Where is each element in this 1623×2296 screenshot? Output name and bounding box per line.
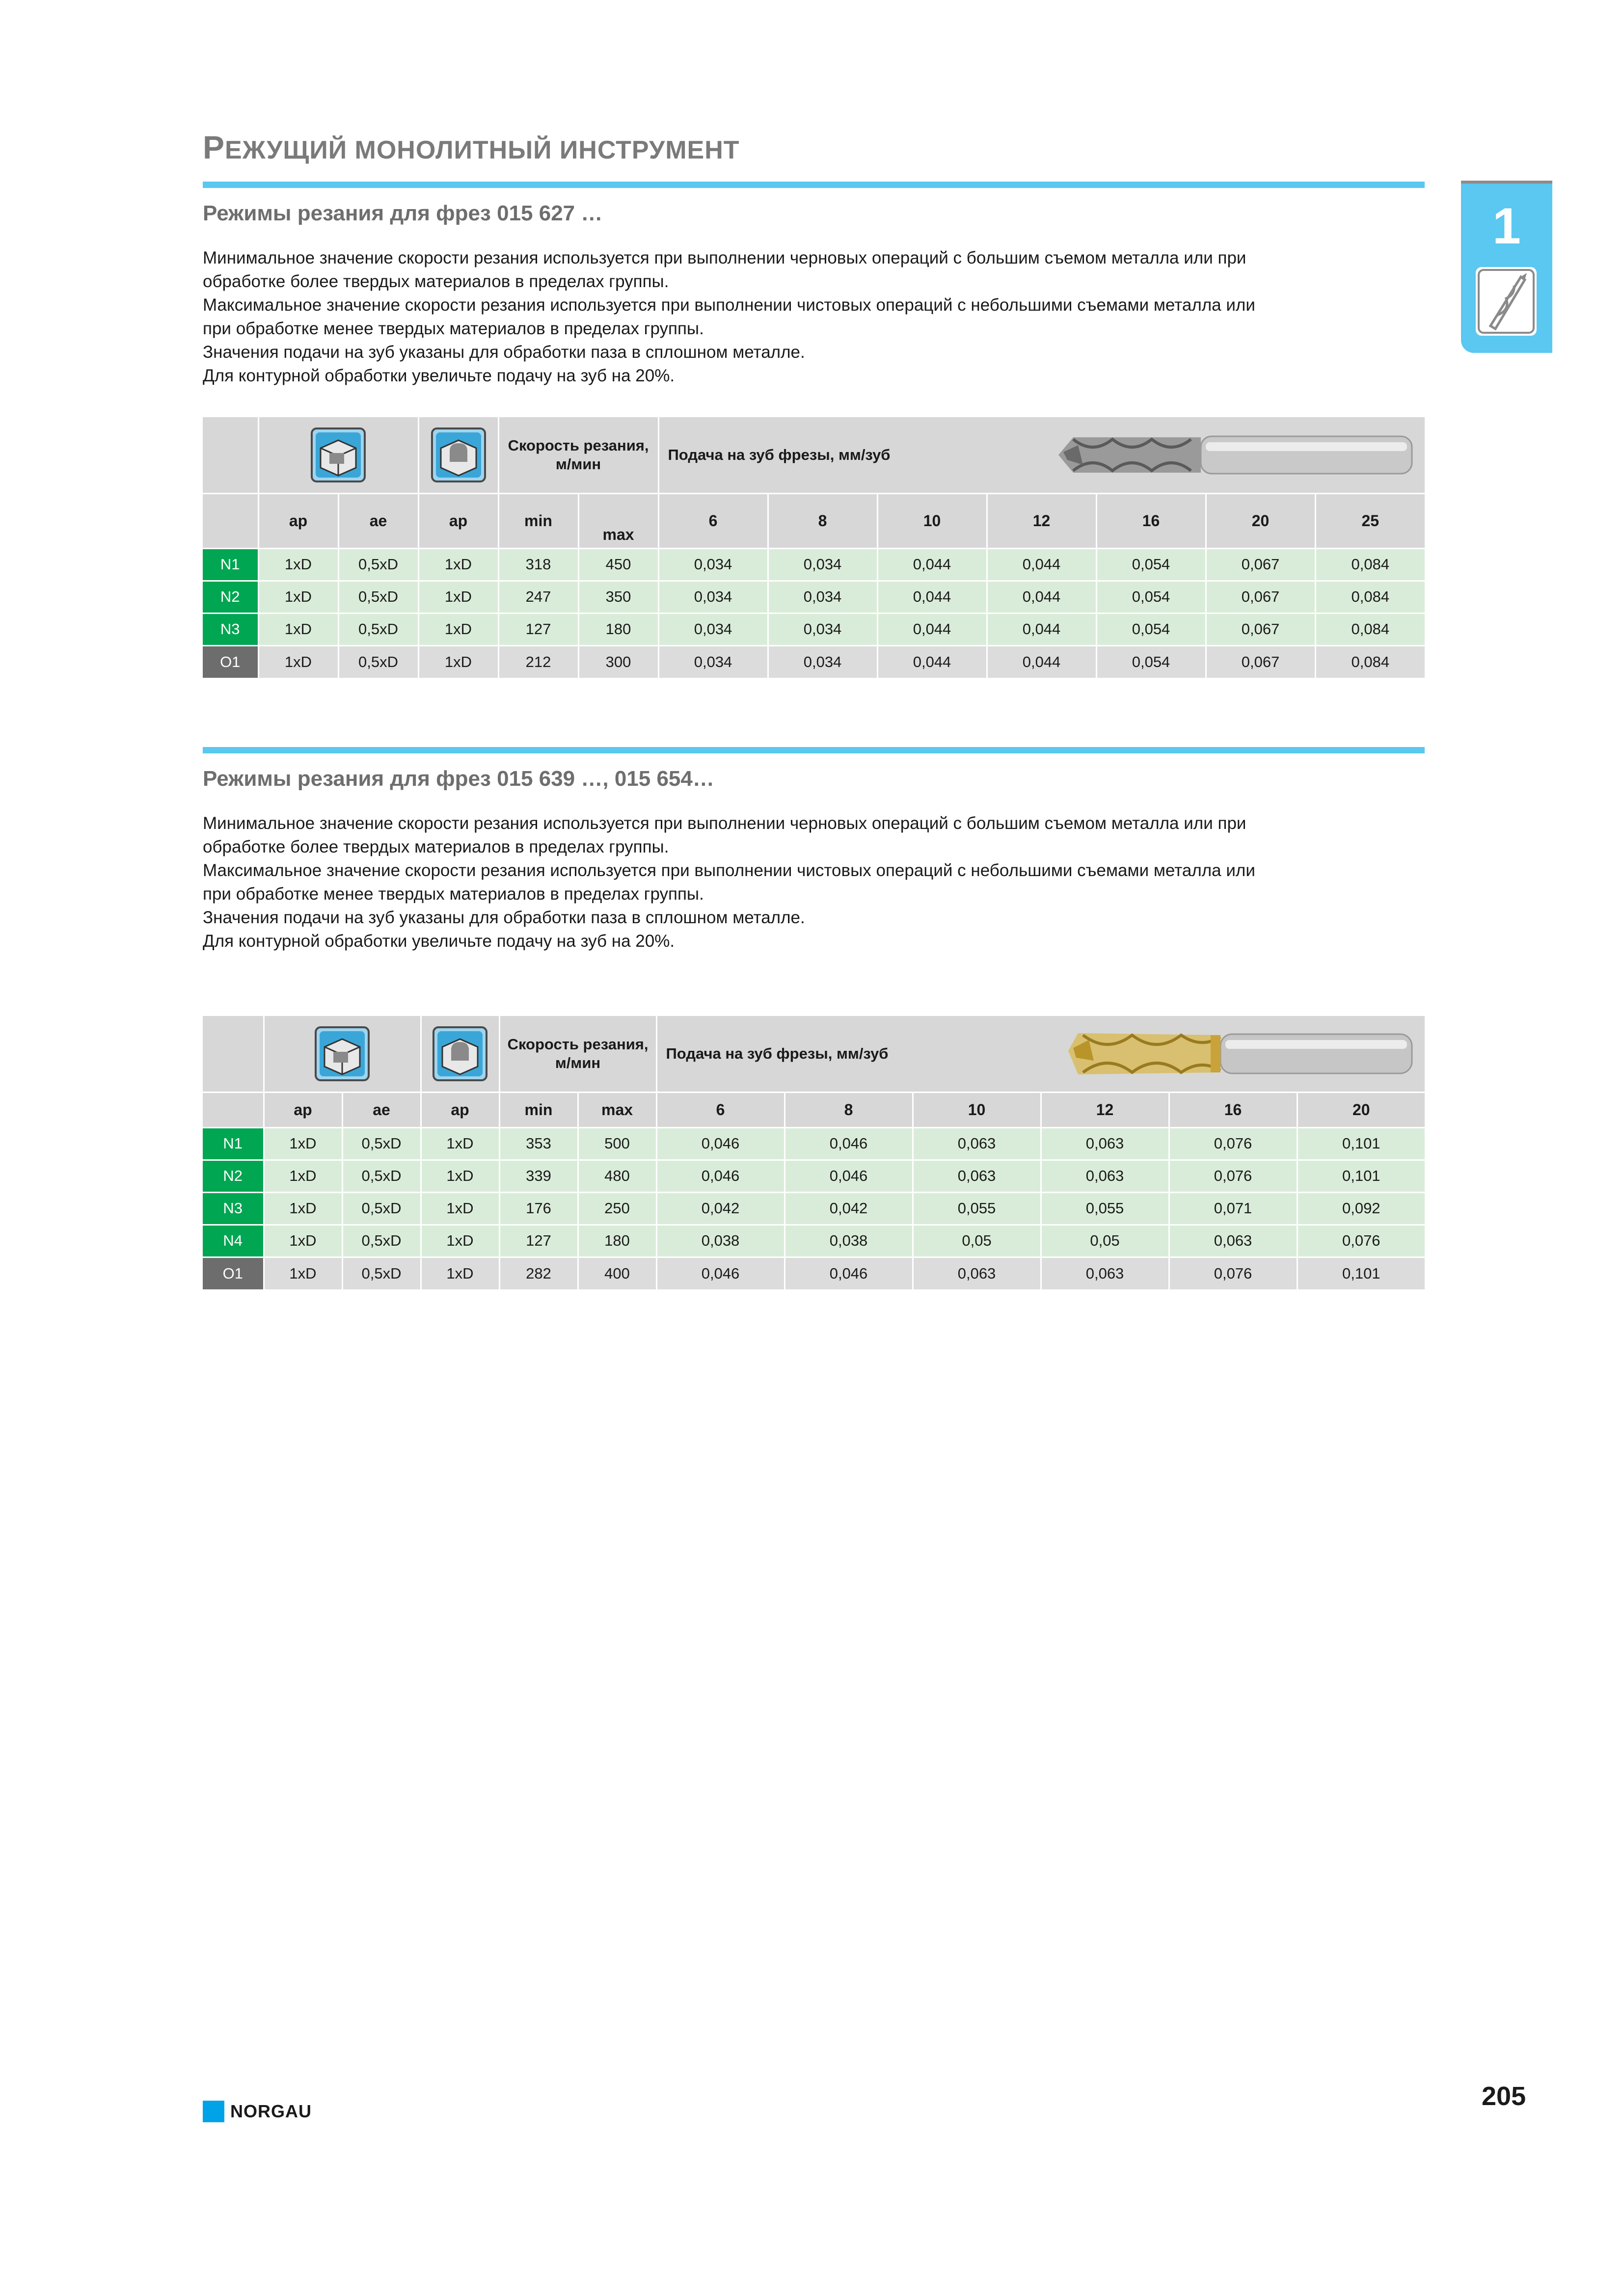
column-header: 16 [1169,1092,1297,1127]
speed-header: Скорость резания, м/мин [498,417,658,493]
cell: 0,076 [1169,1257,1297,1289]
desc-line: Для контурной обработки увеличьте подачу на зуб на 20%. [203,366,675,385]
cell: 0,044 [987,548,1096,581]
cell: 0,092 [1297,1192,1425,1225]
cell: 0,5xD [342,1192,421,1225]
cell: 1xD [421,1225,499,1257]
cell: 0,5xD [342,1225,421,1257]
speed-header: Скорость резания, м/мин [499,1016,656,1092]
cell: 0,046 [656,1257,784,1289]
cell: 0,084 [1315,645,1425,678]
cell: 0,034 [658,548,768,581]
cell: 0,044 [877,581,987,613]
cell: 0,067 [1206,548,1315,581]
column-header: max [578,1092,656,1127]
material-group: N1 [203,1127,264,1160]
cell: 0,063 [1041,1257,1169,1289]
cell: 0,067 [1206,613,1315,645]
cell: 1xD [258,645,338,678]
cell: 1xD [418,645,498,678]
header-blank [203,1092,264,1127]
cell: 0,046 [656,1160,784,1192]
cell: 0,044 [987,613,1096,645]
cell: 0,067 [1206,581,1315,613]
cell: 0,044 [987,581,1096,613]
desc-line: Значения подачи на зуб указаны для обработки паза в сплошном металле. [203,343,805,362]
cell: 0,076 [1297,1225,1425,1257]
section-divider [203,182,1425,188]
header-corner [203,1016,264,1092]
cell: 0,038 [656,1225,784,1257]
desc-line: при обработке менее твердых материалов в пределах группы. [203,884,704,904]
cell: 0,034 [658,581,768,613]
column-header: ae [338,493,418,548]
column-header: 8 [768,493,877,548]
cell: 0,101 [1297,1160,1425,1192]
column-header: 6 [658,493,768,548]
header-corner [203,417,258,493]
cell: 1xD [264,1192,342,1225]
column-header: 20 [1206,493,1315,548]
cell: 0,055 [913,1192,1041,1225]
cell: 0,042 [784,1192,913,1225]
cell: 0,05 [913,1225,1041,1257]
desc-line: при обработке менее твердых материалов в пределах группы. [203,319,704,338]
cell: 339 [499,1160,578,1192]
brand-name: NORGAU [230,2101,312,2121]
cell: 1xD [418,548,498,581]
cell: 0,055 [1041,1192,1169,1225]
desc-line: Для контурной обработки увеличьте подачу на зуб на 20%. [203,932,675,951]
cell: 353 [499,1127,578,1160]
cell: 0,046 [784,1127,913,1160]
cell: 250 [578,1192,656,1225]
column-header: max [578,493,658,548]
column-header: 20 [1297,1092,1425,1127]
end-mill-image [1054,426,1417,484]
cell: 127 [499,1225,578,1257]
cell: 0,042 [656,1192,784,1225]
cell: 0,044 [877,645,987,678]
cell: 300 [578,645,658,678]
desc-line: обработке более твердых материалов в пределах группы. [203,272,669,291]
cell: 0,101 [1297,1257,1425,1289]
cell: 0,101 [1297,1127,1425,1160]
feed-header-cell [656,1016,1425,1092]
slot-milling-icon [310,427,367,483]
section1-title: Режимы резания для фрез 015 627 … [203,201,603,225]
material-group: N4 [203,1225,264,1257]
section2-description [203,812,1406,953]
material-group: N2 [203,1160,264,1192]
material-group: N3 [203,1192,264,1225]
cell: 0,063 [1041,1127,1169,1160]
column-header: 8 [784,1092,913,1127]
material-group: O1 [203,1257,264,1289]
cell: 1xD [421,1257,499,1289]
cell: 350 [578,581,658,613]
end-mill-image [1063,1023,1417,1084]
cell: 0,034 [768,548,877,581]
cell: 0,054 [1096,581,1206,613]
column-header: ap [264,1092,342,1127]
column-header: ae [342,1092,421,1127]
column-header: ap [421,1092,499,1127]
page-number: 205 [1482,2082,1526,2111]
cell: 0,034 [768,581,877,613]
table-row [203,1192,1425,1225]
norgau-logo [203,2101,312,2122]
cutting-data-table-1 [203,417,1425,678]
column-header: 12 [987,493,1096,548]
column-header: ap [258,493,338,548]
section1-description [203,246,1406,388]
desc-line: Максимальное значение скорости резания используется при выполнении чистовых операций с небольшими съемами металла или [203,861,1255,880]
cell: 0,034 [658,645,768,678]
table-row [203,1160,1425,1192]
table-row [203,1257,1425,1289]
cell: 212 [498,645,578,678]
cell: 0,054 [1096,613,1206,645]
column-header: 6 [656,1092,784,1127]
feed-header: Подача на зуб фрезы, мм/зуб [666,1044,889,1062]
table-row [203,1127,1425,1160]
chapter-tab [1461,184,1552,353]
table-row [203,548,1425,581]
column-header: 16 [1096,493,1206,548]
material-group: N2 [203,581,258,613]
desc-line: Минимальное значение скорости резания используется при выполнении черновых операций с большим съемом металла или при [203,248,1246,267]
cell: 0,5xD [342,1127,421,1160]
cell: 127 [498,613,578,645]
desc-line: Значения подачи на зуб указаны для обработки паза в сплошном металле. [203,908,805,927]
section2-title: Режимы резания для фрез 015 639 …, 015 654… [203,767,714,791]
material-group: N1 [203,548,258,581]
cell: 176 [499,1192,578,1225]
cell: 1xD [258,548,338,581]
cell: 0,5xD [342,1160,421,1192]
cell: 400 [578,1257,656,1289]
cell: 0,034 [768,613,877,645]
drill-icon [1476,267,1537,336]
cell: 1xD [258,581,338,613]
table-row [203,613,1425,645]
cell: 180 [578,613,658,645]
cell: 0,084 [1315,581,1425,613]
cell: 1xD [421,1160,499,1192]
cell: 0,5xD [338,645,418,678]
cell: 0,5xD [338,581,418,613]
cell: 1xD [264,1225,342,1257]
desc-line: Минимальное значение скорости резания используется при выполнении черновых операций с большим съемом металла или при [203,814,1246,833]
cell: 1xD [418,613,498,645]
desc-line: обработке более твердых материалов в пределах группы. [203,837,669,856]
material-group: N3 [203,613,258,645]
pocket-op-header [418,417,498,493]
chapter-number: 1 [1492,198,1521,255]
cell: 1xD [264,1257,342,1289]
slot-op-header [258,417,418,493]
cell: 1xD [264,1160,342,1192]
cell: 0,067 [1206,645,1315,678]
cell: 1xD [258,613,338,645]
desc-line: Максимальное значение скорости резания используется при выполнении чистовых операций с небольшими съемами металла или [203,295,1255,315]
cell: 0,05 [1041,1225,1169,1257]
cell: 0,5xD [338,548,418,581]
column-header: 25 [1315,493,1425,548]
cell: 1xD [421,1192,499,1225]
table-row [203,1225,1425,1257]
feed-header: Подача на зуб фрезы, мм/зуб [668,446,891,463]
cell: 1xD [264,1127,342,1160]
cell: 0,054 [1096,548,1206,581]
cell: 480 [578,1160,656,1192]
cutting-data-table-2 [203,1016,1425,1289]
cell: 500 [578,1127,656,1160]
feed-header-cell [658,417,1425,493]
header-blank [203,493,258,548]
cell: 0,5xD [342,1257,421,1289]
material-group: O1 [203,645,258,678]
pocket-milling-icon [430,427,487,483]
pocket-milling-icon [432,1025,488,1082]
cell: 0,046 [656,1127,784,1160]
table-row [203,645,1425,678]
cell: 1xD [421,1127,499,1160]
cell: 0,084 [1315,613,1425,645]
section-divider [203,747,1425,753]
column-header: min [499,1092,578,1127]
cell: 0,063 [1041,1160,1169,1192]
cell: 0,063 [1169,1225,1297,1257]
logo-square-icon [203,2101,224,2122]
cell: 318 [498,548,578,581]
slot-milling-icon [314,1025,371,1082]
cell: 0,071 [1169,1192,1297,1225]
cell: 0,054 [1096,645,1206,678]
table-row [203,581,1425,613]
slot-op-header [264,1016,421,1092]
cell: 0,044 [877,613,987,645]
cell: 247 [498,581,578,613]
cell: 0,076 [1169,1160,1297,1192]
cell: 0,034 [768,645,877,678]
cell: 282 [499,1257,578,1289]
column-header: 12 [1041,1092,1169,1127]
cell: 0,046 [784,1160,913,1192]
pocket-op-header [421,1016,499,1092]
cell: 0,038 [784,1225,913,1257]
cell: 0,063 [913,1127,1041,1160]
column-header: 10 [877,493,987,548]
cell: 180 [578,1225,656,1257]
cell: 0,046 [784,1257,913,1289]
cell: 1xD [418,581,498,613]
cell: 0,063 [913,1160,1041,1192]
cell: 0,084 [1315,548,1425,581]
cell: 0,076 [1169,1127,1297,1160]
column-header: ap [418,493,498,548]
cell: 0,063 [913,1257,1041,1289]
column-header: 10 [913,1092,1041,1127]
cell: 0,5xD [338,613,418,645]
cell: 450 [578,548,658,581]
column-header: min [498,493,578,548]
cell: 0,034 [658,613,768,645]
page-title: РЕЖУЩИЙ МОНОЛИТНЫЙ ИНСТРУМЕНТ [203,129,740,165]
cell: 0,044 [877,548,987,581]
cell: 0,044 [987,645,1096,678]
